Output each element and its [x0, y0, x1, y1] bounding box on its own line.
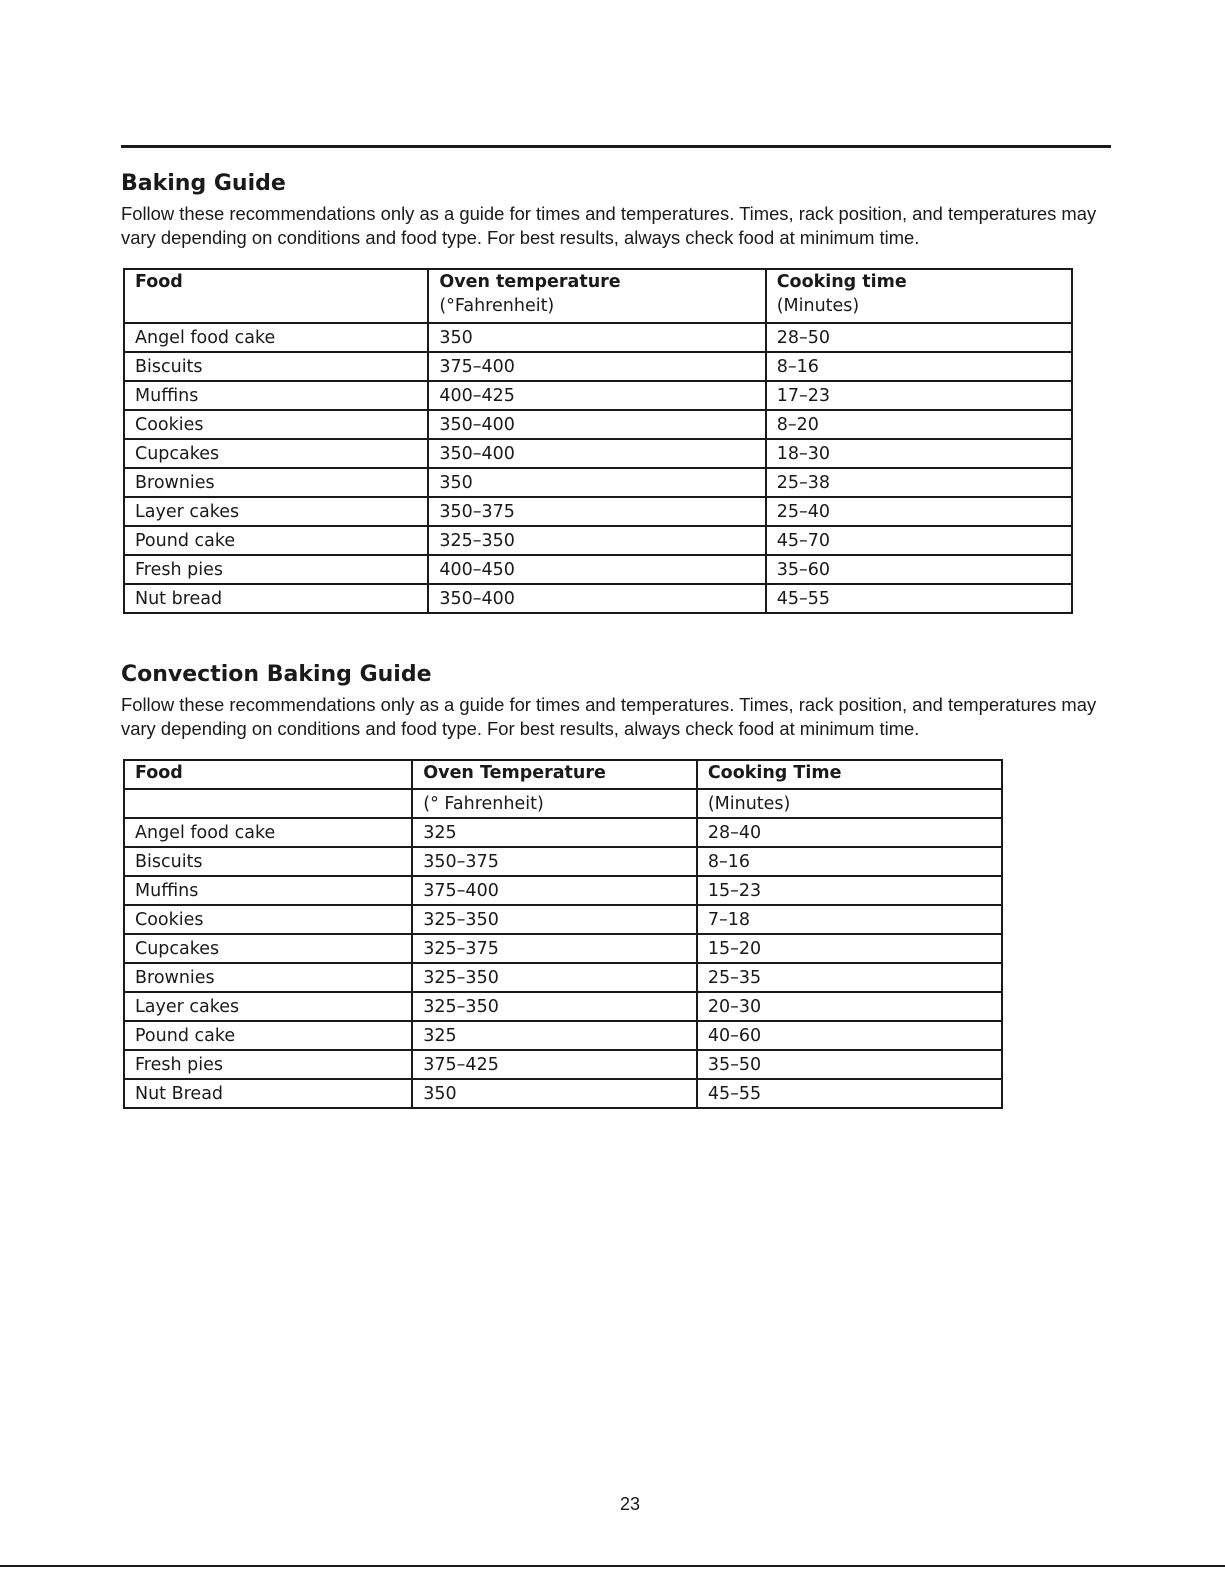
temp-cell: 350: [412, 1079, 697, 1108]
time-cell: 7–18: [697, 905, 1002, 934]
temp-cell: 350–400: [428, 439, 765, 468]
food-cell: Biscuits: [124, 352, 428, 381]
temp-cell: 350: [428, 468, 765, 497]
header-oven-temperature: Oven Temperature: [412, 760, 697, 789]
temp-cell: 325: [412, 1021, 697, 1050]
table-header-row: [124, 269, 1072, 323]
table-row: [124, 584, 1072, 613]
food-cell: Cupcakes: [124, 934, 412, 963]
food-cell: Muffins: [124, 876, 412, 905]
time-cell: 45–55: [766, 584, 1072, 613]
temp-cell: 400–450: [428, 555, 765, 584]
page-number: 23: [619, 1494, 641, 1514]
table-row: [124, 818, 1002, 847]
temp-cell: 375–400: [428, 352, 765, 381]
header-oven-temperature: Oven temperature (°Fahrenheit): [428, 269, 765, 323]
temp-cell: 400–425: [428, 381, 765, 410]
temp-cell: 350–400: [428, 584, 765, 613]
time-cell: 8–16: [697, 847, 1002, 876]
temp-cell: 350–375: [428, 497, 765, 526]
food-cell: Cookies: [124, 410, 428, 439]
table-row: [124, 352, 1072, 381]
convection-guide-table: [123, 759, 1003, 1109]
baking-guide-intro: Follow these recommendations only as a guide for times and temperatures. Times, rack position, and temperatures may vary depending on conditions and food type. For best results, always check food at minimum time.: [121, 203, 1097, 248]
table-row: [124, 555, 1072, 584]
temp-cell: 375–400: [412, 876, 697, 905]
header-temp-unit: (°Fahrenheit): [439, 296, 555, 316]
food-cell: Brownies: [124, 963, 412, 992]
time-cell: 17–23: [766, 381, 1072, 410]
time-cell: 28–50: [766, 323, 1072, 352]
table-row: [124, 847, 1002, 876]
temp-cell: 375–425: [412, 1050, 697, 1079]
baking-guide-table: [123, 268, 1073, 614]
temp-cell: 350–375: [412, 847, 697, 876]
convection-guide-title: Convection Baking Guide: [121, 662, 432, 687]
temp-cell: 325: [412, 818, 697, 847]
food-cell: Angel food cake: [124, 323, 428, 352]
time-cell: 15–23: [697, 876, 1002, 905]
time-cell: 8–20: [766, 410, 1072, 439]
time-cell: 40–60: [697, 1021, 1002, 1050]
time-cell: 8–16: [766, 352, 1072, 381]
header-time-unit: (Minutes): [776, 296, 860, 316]
table-row: [124, 526, 1072, 555]
header-cooking-time: Cooking time (Minutes): [766, 269, 1072, 323]
baking-guide-title: Baking Guide: [121, 171, 286, 196]
convection-guide-intro: Follow these recommendations only as a guide for times and temperatures. Times, rack position, and temperatures may vary depending on conditions and food type. For best results, always check food at minimum time.: [121, 694, 1097, 739]
time-cell: 15–20: [697, 934, 1002, 963]
temp-cell: 325–350: [412, 905, 697, 934]
table-row: [124, 1079, 1002, 1108]
food-cell: Cupcakes: [124, 439, 428, 468]
food-cell: Layer cakes: [124, 992, 412, 1021]
table-row: [124, 497, 1072, 526]
table-row: [124, 934, 1002, 963]
header-time-unit: (Minutes): [697, 789, 1002, 818]
food-cell: Muffins: [124, 381, 428, 410]
table-row: [124, 1050, 1002, 1079]
header-cooking-time: Cooking Time: [697, 760, 1002, 789]
header-food: Food: [124, 269, 428, 323]
food-cell: Angel food cake: [124, 818, 412, 847]
temp-cell: 325–350: [428, 526, 765, 555]
time-cell: 25–35: [697, 963, 1002, 992]
table-row: [124, 905, 1002, 934]
food-cell: Cookies: [124, 905, 412, 934]
time-cell: 45–55: [697, 1079, 1002, 1108]
header-food: Food: [124, 760, 412, 789]
table-unit-row: [124, 789, 1002, 818]
temp-cell: 325–350: [412, 963, 697, 992]
time-cell: 18–30: [766, 439, 1072, 468]
temp-cell: 325–375: [412, 934, 697, 963]
food-cell: Nut bread: [124, 584, 428, 613]
food-cell: Layer cakes: [124, 497, 428, 526]
time-cell: 35–60: [766, 555, 1072, 584]
table-row: [124, 323, 1072, 352]
table-header-row: [124, 760, 1002, 789]
convection-guide-section: [121, 661, 1121, 741]
food-cell: Fresh pies: [124, 555, 428, 584]
time-cell: 35–50: [697, 1050, 1002, 1079]
table-row: [124, 381, 1072, 410]
temp-cell: 350–400: [428, 410, 765, 439]
food-cell: Biscuits: [124, 847, 412, 876]
food-cell: Fresh pies: [124, 1050, 412, 1079]
table-row: [124, 439, 1072, 468]
time-cell: 25–40: [766, 497, 1072, 526]
header-temp-unit: (° Fahrenheit): [412, 789, 697, 818]
temp-cell: 325–350: [412, 992, 697, 1021]
time-cell: 20–30: [697, 992, 1002, 1021]
top-rule: [121, 145, 1111, 148]
food-cell: Brownies: [124, 468, 428, 497]
time-cell: 28–40: [697, 818, 1002, 847]
table-row: [124, 410, 1072, 439]
baking-guide-section: [121, 170, 1121, 250]
food-cell: Pound cake: [124, 1021, 412, 1050]
unit-blank-cell: [124, 789, 412, 818]
table-row: [124, 1021, 1002, 1050]
table-row: [124, 876, 1002, 905]
table-row: [124, 963, 1002, 992]
temp-cell: 350: [428, 323, 765, 352]
table-row: [124, 468, 1072, 497]
bottom-rule: [0, 1565, 1225, 1567]
table-row: [124, 992, 1002, 1021]
time-cell: 45–70: [766, 526, 1072, 555]
food-cell: Pound cake: [124, 526, 428, 555]
time-cell: 25–38: [766, 468, 1072, 497]
food-cell: Nut Bread: [124, 1079, 412, 1108]
